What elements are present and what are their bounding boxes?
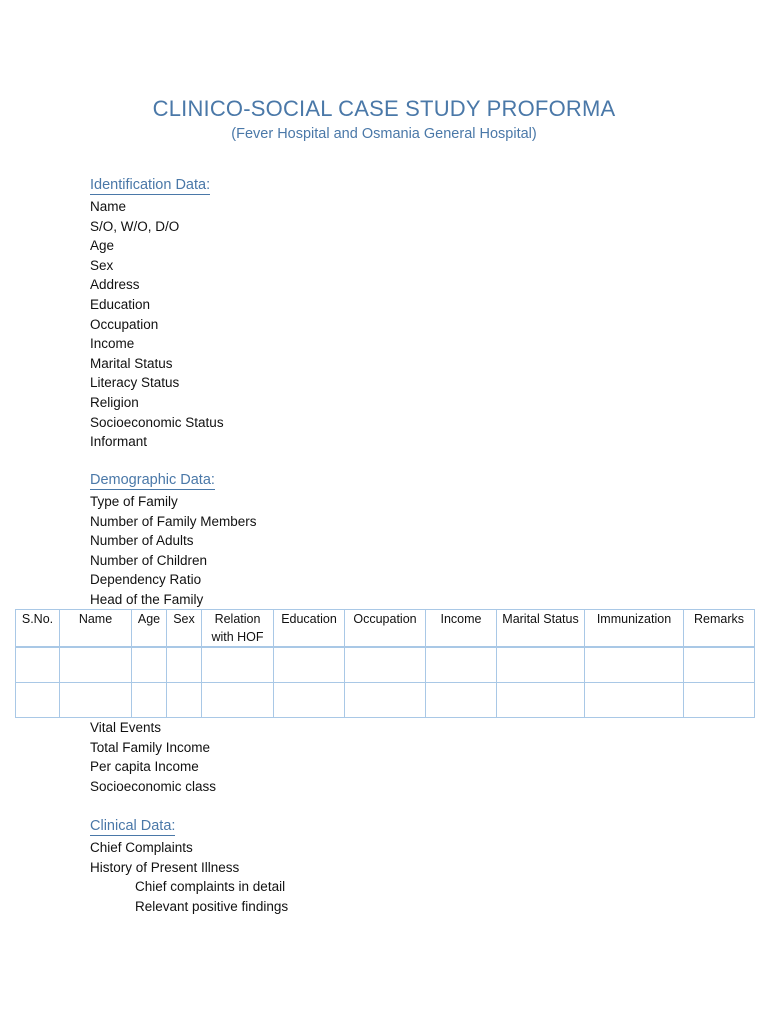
table-cell[interactable]	[274, 647, 345, 683]
table-cell[interactable]	[16, 647, 60, 683]
field-number-of-children: Number of Children	[90, 552, 208, 568]
table-header-row	[16, 610, 755, 648]
field-religion: Religion	[90, 394, 139, 410]
field-type-of-family: Type of Family	[90, 494, 178, 509]
table-cell[interactable]	[426, 683, 497, 718]
identification-heading: Identification Data:	[90, 177, 211, 193]
field-name: Name	[90, 199, 127, 214]
family-members-table	[15, 609, 755, 718]
field-age: Age	[90, 238, 115, 254]
table-cell[interactable]	[684, 647, 755, 683]
table-cell[interactable]	[167, 683, 202, 718]
table-cell[interactable]	[345, 647, 426, 683]
field-per-capita-income: Per capita Income	[90, 759, 199, 775]
clinical-section	[90, 817, 690, 916]
column-header-marital-status: Marital Status	[497, 610, 585, 648]
field-socioeconomic-class: Socioeconomic class	[90, 778, 217, 794]
field-vital-events: Vital Events	[90, 720, 162, 735]
column-header-income: Income	[426, 610, 497, 648]
table-row	[16, 683, 755, 718]
table-cell[interactable]	[202, 683, 274, 718]
field-address: Address	[90, 277, 140, 293]
clinical-heading: Clinical Data:	[90, 818, 176, 834]
table-cell[interactable]	[132, 647, 167, 683]
column-header-age: Age	[132, 610, 167, 648]
field-literacy-status: Literacy Status	[90, 375, 180, 391]
table-cell[interactable]	[60, 683, 132, 718]
field-sex: Sex	[90, 257, 114, 273]
field-head-of-family: Head of the Family	[90, 591, 204, 607]
table-cell[interactable]	[202, 647, 274, 683]
identification-section	[90, 176, 690, 452]
field-marital-status: Marital Status	[90, 355, 173, 371]
field-relation: S/O, W/O, D/O	[90, 218, 180, 234]
table-cell[interactable]	[60, 647, 132, 683]
table-row	[16, 647, 755, 683]
document-subtitle: (Fever Hospital and Osmania General Hospital)	[231, 126, 537, 142]
column-header-immunization: Immunization	[585, 610, 684, 648]
table-cell[interactable]	[684, 683, 755, 718]
field-income: Income	[90, 336, 135, 352]
field-family-members: Number of Family Members	[90, 513, 257, 529]
field-chief-complaints-detail: Chief complaints in detail	[135, 879, 286, 895]
table-cell[interactable]	[345, 683, 426, 718]
field-relevant-positive-findings: Relevant positive findings	[135, 898, 289, 914]
field-history-present-illness: History of Present Illness	[90, 859, 240, 875]
column-header-sex: Sex	[167, 610, 202, 648]
table-cell[interactable]	[16, 683, 60, 718]
field-number-of-adults: Number of Adults	[90, 533, 194, 549]
table-cell[interactable]	[274, 683, 345, 718]
demographic-heading: Demographic Data:	[90, 472, 215, 488]
field-dependency-ratio: Dependency Ratio	[90, 572, 202, 588]
field-education: Education	[90, 296, 151, 312]
field-socioeconomic-status: Socioeconomic Status	[90, 414, 224, 430]
document-title: CLINICO-SOCIAL CASE STUDY PROFORMA	[152, 96, 616, 121]
field-informant: Informant	[90, 434, 148, 450]
column-header-sno: S.No.	[16, 610, 60, 648]
table-cell[interactable]	[167, 647, 202, 683]
family-summary-section	[90, 718, 690, 796]
column-header-occupation: Occupation	[345, 610, 426, 648]
table-cell[interactable]	[132, 683, 167, 718]
column-header-relation: Relation with HOF	[202, 610, 274, 648]
table-cell[interactable]	[497, 683, 585, 718]
field-occupation: Occupation	[90, 316, 159, 332]
column-header-remarks: Remarks	[684, 610, 755, 648]
table-cell[interactable]	[426, 647, 497, 683]
table-cell[interactable]	[585, 647, 684, 683]
field-total-family-income: Total Family Income	[90, 739, 211, 755]
table-cell[interactable]	[585, 683, 684, 718]
table-cell[interactable]	[497, 647, 585, 683]
column-header-education: Education	[274, 610, 345, 648]
column-header-name: Name	[60, 610, 132, 648]
field-chief-complaints: Chief Complaints	[90, 840, 193, 855]
demographic-section	[90, 471, 690, 610]
